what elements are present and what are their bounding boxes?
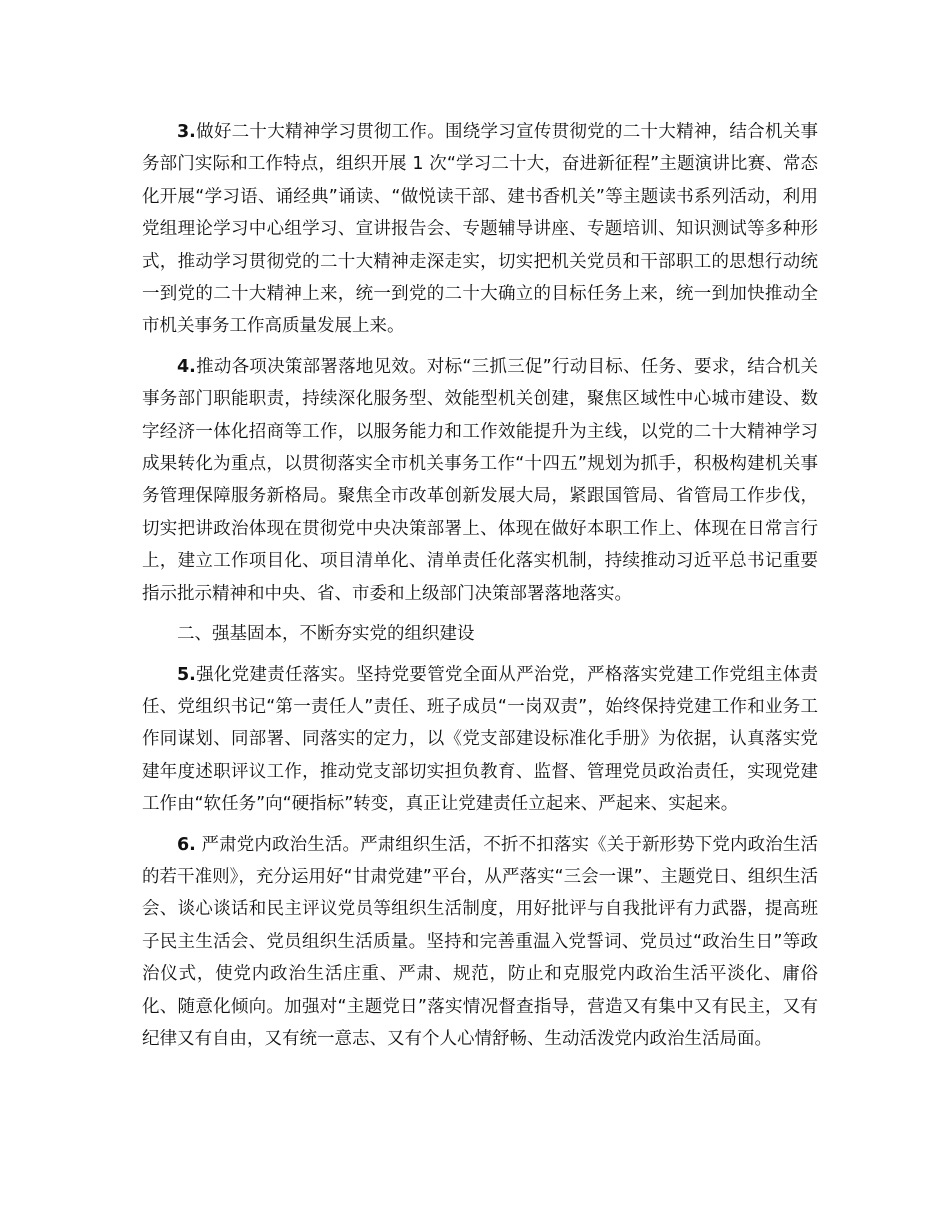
item-number: 4. xyxy=(177,356,196,377)
paragraph-item-5 xyxy=(142,659,818,821)
item-number: 6. xyxy=(177,834,196,855)
paragraph-text: 强化党建责任落实。坚持党要管党全面从严治党，严格落实党建工作党组主体责任、党组织书记“第一责任人”责任、班子成员“一岗双责”，始终保持党建工作和业务工作同谋划、同部署、同落实的定力，以《党支部建设标准化手册》为依据，认真落实党建年度述职评议工作，推动党支部切实担负教育、监督、管理党员政治责任，实现党建工作由“软任务”向“硬指标”转变，真正让党建责任立起来、严起来、实起来。 xyxy=(142,664,818,815)
document-body xyxy=(142,116,818,1063)
paragraph-item-4 xyxy=(142,351,818,610)
item-number: 3. xyxy=(177,122,196,142)
paragraph-item-3 xyxy=(142,116,818,343)
paragraph-text: 推动各项决策部署落地见效。对标“三抓三促”行动目标、任务、要求，结合机关事务部门职能职责，持续深化服务型、效能型机关创建，聚焦区域性中心城市建设、数字经济一体化招商等工作，以服务能力和工作效能提升为主线，以党的二十大精神学习成果转化为重点，以贯彻落实全市机关事务工作“十四五”规划为抓手，积极构建机关事务管理保障服务新格局。聚焦全市改革创新发展大局，紧跟国管局、省管局工作步伐，切实把讲政治体现在贯彻党中央决策部署上、体现在做好本职工作上、体现在日常言行上，建立工作项目化、项目清单化、清单责任化落实机制，持续推动习近平总书记重要指示批示精神和中央、省、市委和上级部门决策部署落地落实。 xyxy=(142,356,818,604)
item-number: 5. xyxy=(177,664,196,685)
paragraph-text: 做好二十大精神学习贯彻工作。围绕学习宣传贯彻党的二十大精神，结合机关事务部门实际和工作特点，组织开展 1 次“学习二十大，奋进新征程”主题演讲比赛、常态化开展“学习语、诵经典”诵读、“做悦读干部、建书香机关”等主题读书系列活动，利用党组理论学习中心组学习、宣讲报告会、专题辅导讲座、专题培训、知识测试等多种形式，推动学习贯彻党的二十大精神走深走实，切实把机关党员和干部职工的思想行动统一到党的二十大精神上来，统一到党的二十大确立的目标任务上来，统一到加快推动全市机关事务工作高质量发展上来。 xyxy=(142,122,818,337)
section-heading: 二、强基固本，不断夯实党的组织建设 xyxy=(177,624,475,645)
paragraph-item-6 xyxy=(142,829,818,1056)
paragraph-text: 严肃党内政治生活。严肃组织生活，不折不扣落实《关于新形势下党内政治生活的若干准则》，充分运用好“甘肃党建”平台，从严落实“三会一课”、主题党日、组织生活会、谈心谈话和民主评议党员等组织生活制度，用好批评与自我批评有力武器，提高班子民主生活会、党员组织生活质量。坚持和完善重温入党誓词、党员过“政治生日”等政治仪式，使党内政治生活庄重、严肃、规范，防止和克服党内政治生活平淡化、庸俗化、随意化倾向。加强对“主题党日”落实情况督查指导，营造又有集中又有民主，又有纪律又有自由，又有统一意志、又有个人心情舒畅、生动活泼党内政治生活局面。 xyxy=(142,834,818,1049)
